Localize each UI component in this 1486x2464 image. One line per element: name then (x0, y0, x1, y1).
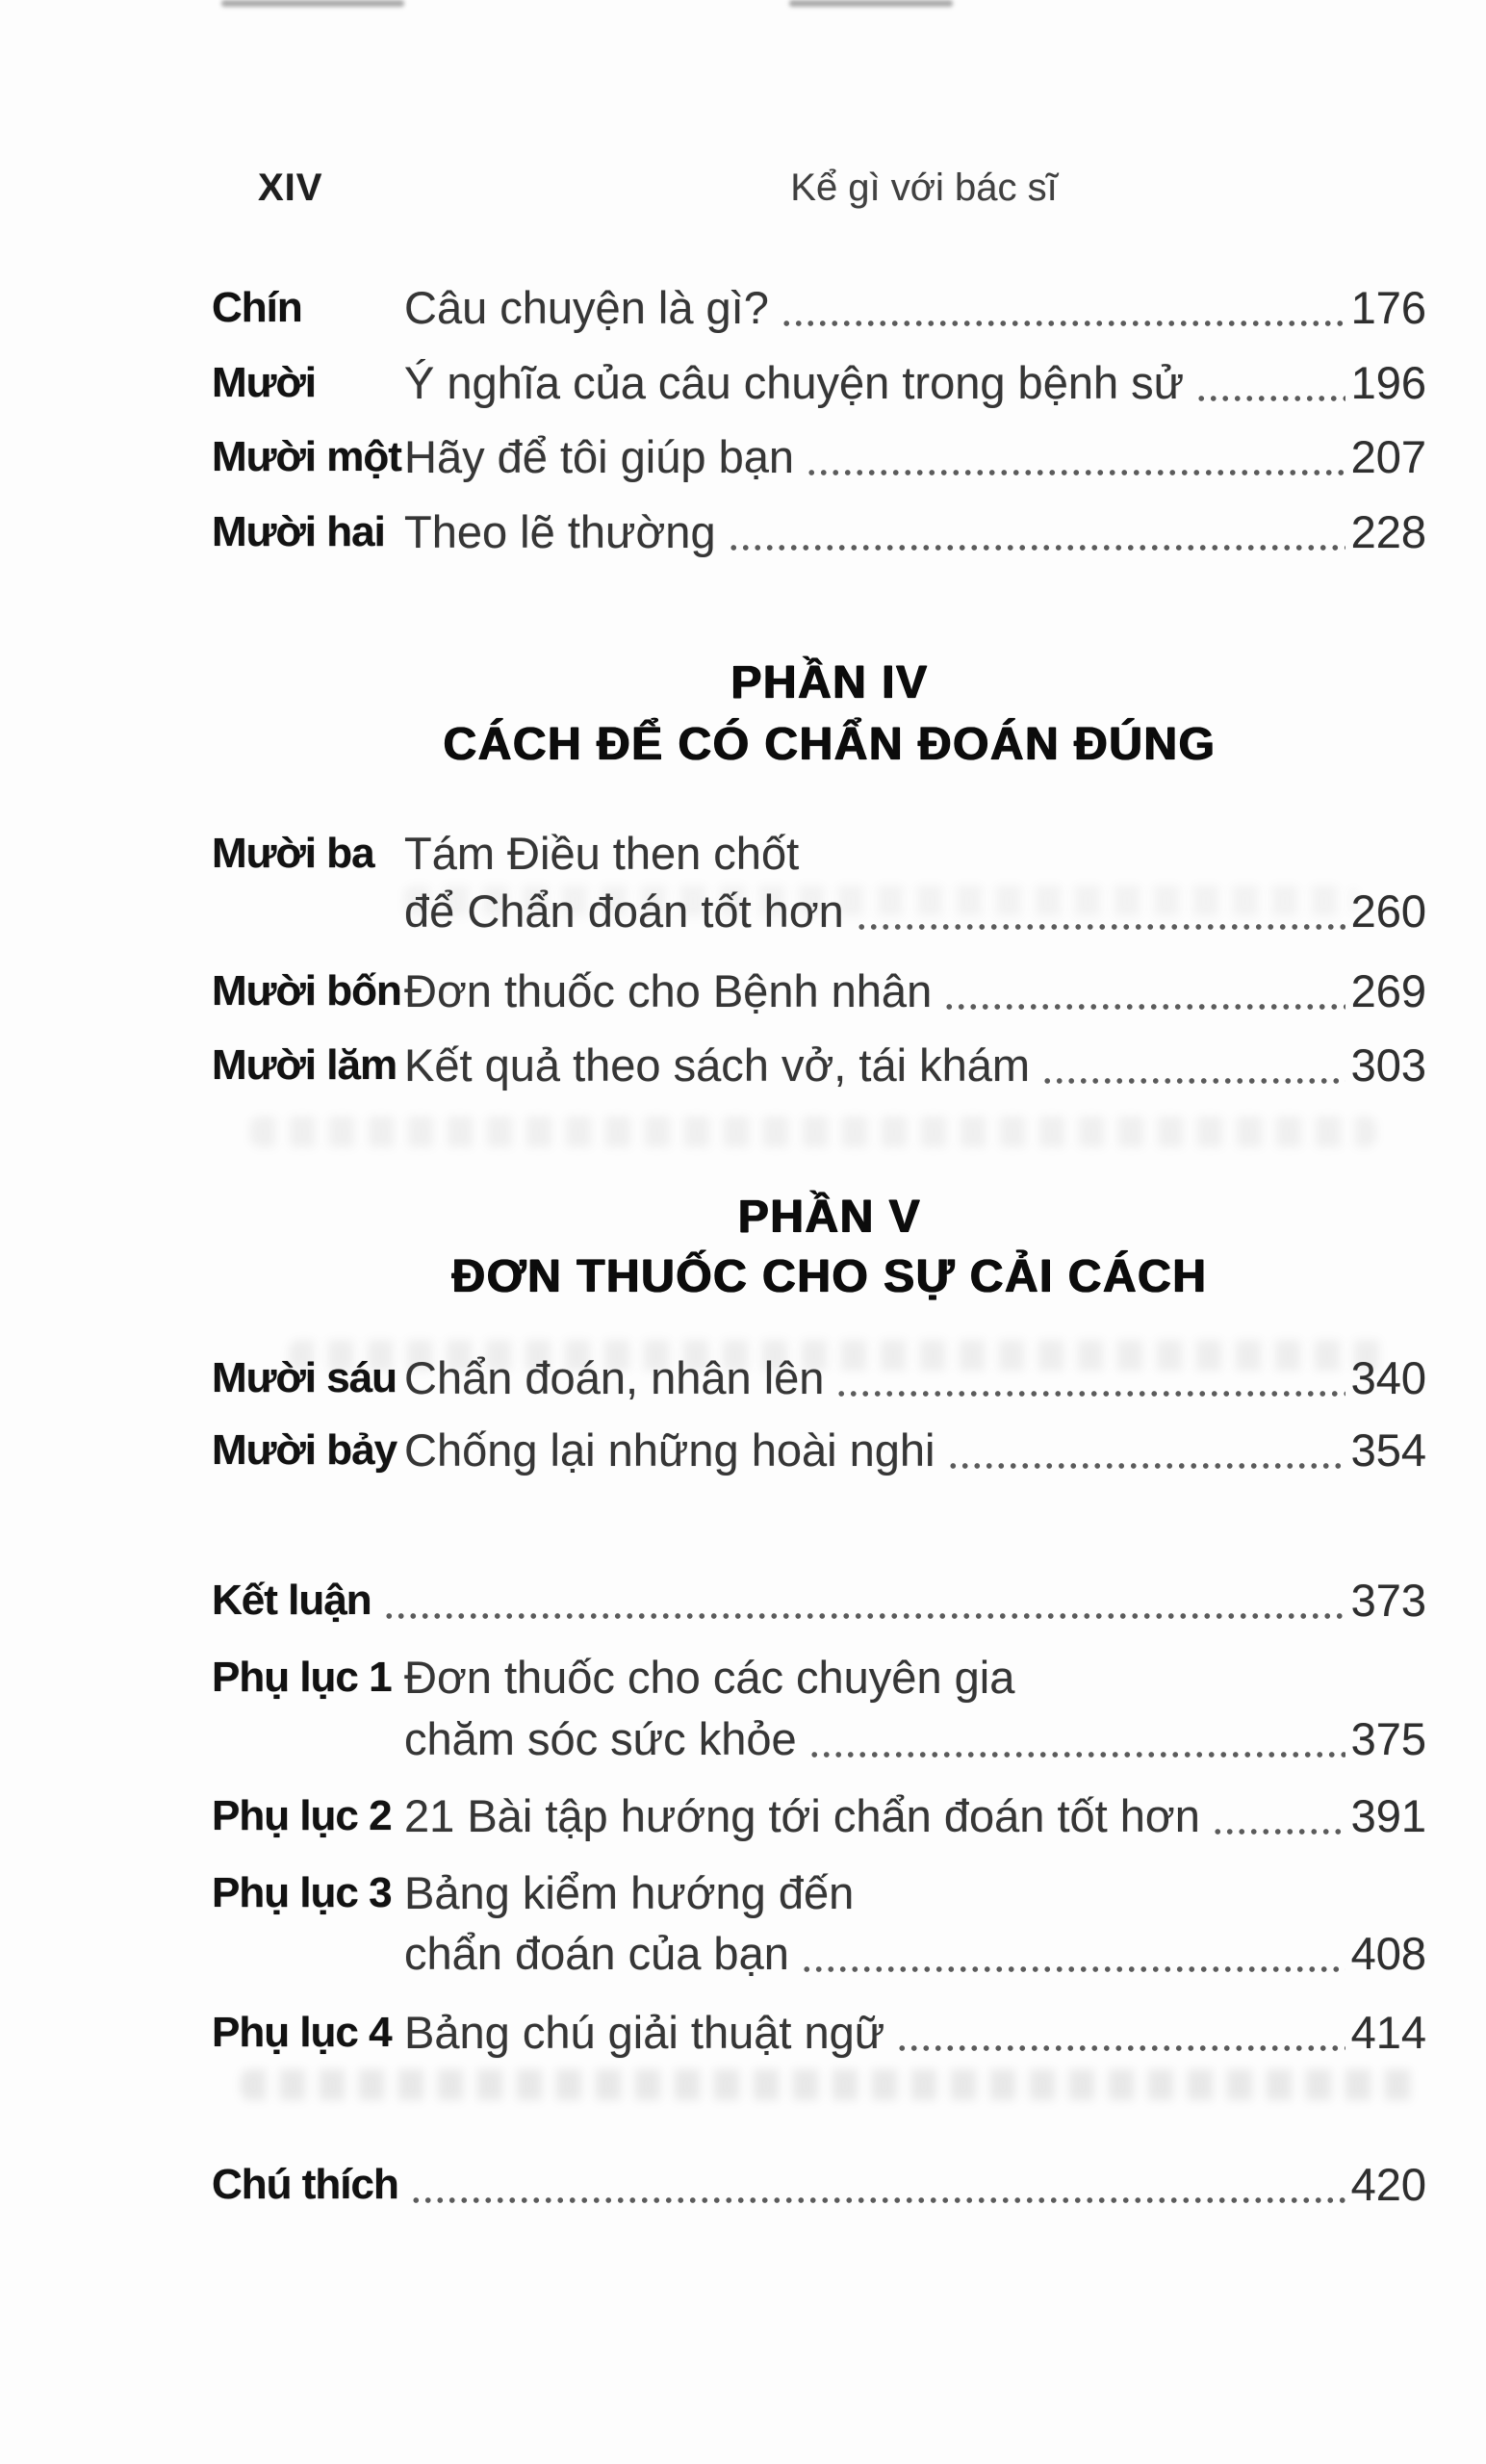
toc-entry (212, 1422, 1426, 1479)
dot-leader (1195, 396, 1345, 401)
running-head (0, 159, 1486, 217)
chapter-title: Tám Điều then chốt (404, 828, 800, 879)
toc-entry-continued (212, 1710, 1426, 1768)
section-title: chẩn đoán của bạn (404, 1928, 789, 1979)
section-title: chăm sóc sức khỏe (404, 1713, 797, 1764)
toc-entry (212, 1037, 1426, 1094)
chapter-title: Chẩn đoán, nhân lên (404, 1352, 825, 1403)
page-number: 269 (1350, 965, 1426, 1016)
dot-leader (856, 924, 1345, 930)
section-label: Chú thích (212, 2161, 398, 2208)
dot-leader (781, 321, 1345, 326)
section-label: Kết luận (212, 1577, 372, 1624)
toc-entry-continued (212, 883, 1426, 940)
chapter-label: Mười hai (212, 508, 385, 555)
bleed-through-artifact (250, 1116, 1376, 1147)
page-number: 196 (1350, 357, 1426, 408)
part-heading: CÁCH ĐỂ CÓ CHẨN ĐOÁN ĐÚNG (443, 719, 1217, 770)
chapter-label: Mười bốn (212, 967, 401, 1014)
part-kicker: PHẦN IV (730, 657, 929, 708)
toc-entry-continued (212, 1925, 1426, 1983)
page-number: 340 (1350, 1352, 1426, 1403)
dot-leader (808, 1752, 1345, 1758)
scan-artifact (789, 0, 953, 7)
section-title: Bảng kiểm hướng đến (404, 1867, 855, 1918)
dot-leader (896, 2045, 1345, 2051)
chapter-label: Chín (212, 284, 302, 331)
dot-leader (1041, 1078, 1345, 1084)
dot-leader (410, 2197, 1345, 2203)
dot-leader (806, 470, 1345, 475)
toc-entry (212, 2004, 1426, 2062)
page-number: 176 (1350, 282, 1426, 333)
section-title: Đơn thuốc cho các chuyên gia (404, 1652, 1015, 1703)
page-number: 408 (1350, 1928, 1426, 1979)
page-number: 414 (1350, 2007, 1426, 2058)
page-number: 420 (1350, 2159, 1426, 2210)
page-number: 303 (1350, 1040, 1426, 1091)
toc-entry (212, 279, 1426, 337)
page-number: 207 (1350, 431, 1426, 482)
toc-entry (212, 2156, 1426, 2214)
chapter-label: Mười ba (212, 830, 374, 877)
chapter-label: Mười một (212, 433, 401, 480)
section-label: Phụ lục 3 (212, 1869, 392, 1916)
chapter-label: Mười bảy (212, 1426, 397, 1474)
section-label: Phụ lục 1 (212, 1654, 392, 1701)
chapter-title: Đơn thuốc cho Bệnh nhân (404, 965, 933, 1016)
bleed-through-artifact (241, 2069, 1424, 2100)
page-number: 354 (1350, 1424, 1426, 1476)
toc-entry (212, 1649, 1426, 1707)
chapter-label: Mười lăm (212, 1041, 397, 1089)
chapter-title: Kết quả theo sách vở, tái khám (404, 1040, 1031, 1091)
section-label: Phụ lục 2 (212, 1792, 392, 1839)
folio-page-number: XIV (258, 167, 323, 209)
toc-entry (212, 1787, 1426, 1845)
part-heading: ĐƠN THUỐC CHO SỰ CẢI CÁCH (451, 1251, 1208, 1302)
toc-entry (212, 1349, 1426, 1407)
dot-leader (383, 1613, 1345, 1619)
scan-artifact (221, 0, 404, 7)
chapter-title: Ý nghĩa của câu chuyện trong bệnh sử (404, 357, 1185, 408)
page-number: 373 (1350, 1575, 1426, 1626)
toc-entry (212, 428, 1426, 486)
chapter-title: Chống lại những hoài nghi (404, 1424, 935, 1476)
toc-entry (212, 825, 1426, 883)
running-title: Kể gì với bác sĩ (790, 167, 1058, 209)
toc-entry (212, 1864, 1426, 1922)
chapter-title: Câu chuyện là gì? (404, 282, 769, 333)
page-number: 228 (1350, 506, 1426, 557)
chapter-title: để Chẩn đoán tốt hơn (404, 886, 844, 937)
toc-entry (212, 962, 1426, 1020)
toc-entry (212, 503, 1426, 561)
chapter-label: Mười sáu (212, 1354, 397, 1401)
dot-leader (801, 1966, 1345, 1972)
section-label: Phụ lục 4 (212, 2009, 392, 2056)
page-number: 260 (1350, 886, 1426, 937)
toc-entry (212, 1572, 1426, 1630)
section-title: 21 Bài tập hướng tới chẩn đoán tốt hơn (404, 1790, 1200, 1841)
section-title: Bảng chú giải thuật ngữ (404, 2007, 885, 2058)
part-kicker: PHẦN V (737, 1192, 922, 1243)
dot-leader (1212, 1829, 1345, 1835)
toc-entry (212, 354, 1426, 412)
dot-leader (835, 1391, 1345, 1397)
dot-leader (728, 545, 1345, 551)
chapter-title: Theo lẽ thường (404, 506, 716, 557)
chapter-title: Hãy để tôi giúp bạn (404, 431, 795, 482)
page-number: 375 (1350, 1713, 1426, 1764)
dot-leader (947, 1463, 1345, 1469)
dot-leader (943, 1004, 1345, 1010)
chapter-label: Mười (212, 359, 317, 406)
page-number: 391 (1350, 1790, 1426, 1841)
